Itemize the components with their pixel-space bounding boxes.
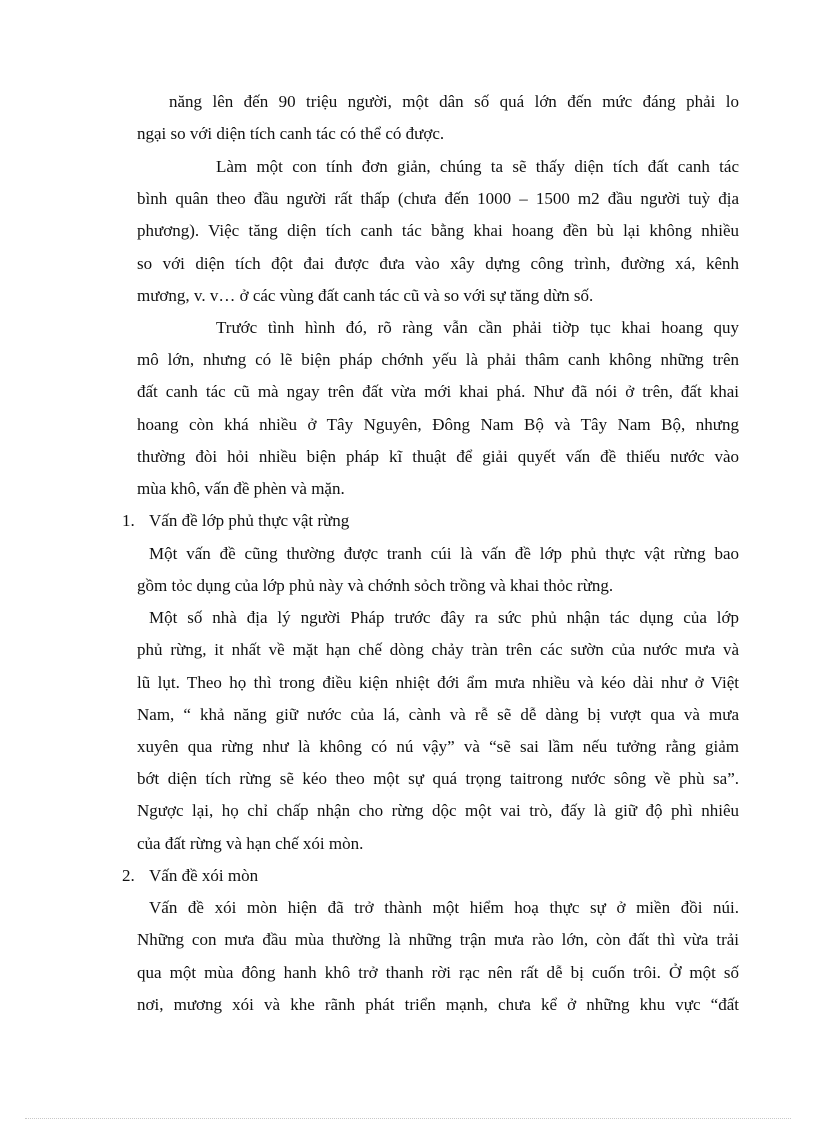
section-number: 1. [122,511,135,530]
text-line: Làm một con tính đơn giản, chúng ta sẽ thấy diện tích đất canh tác [216,157,739,176]
text-line: Vấn đề xói mòn hiện đã trở thành một hiểm hoạ thực sự ở miền đồi núi. [149,898,739,917]
text-line: phương). Việc tăng diện tích canh tác bằng khai hoang đền bù lại không nhiều [137,221,739,240]
text-line: qua một mùa đông hanh khô trở thanh rời rạc nên rất dễ bị cuốn trôi. Ở một số [137,963,739,982]
text-line: Nam, “ khả năng giữ nước của lá, cành và rễ sẽ dễ dàng bị vượt qua và mưa [137,705,739,724]
section-heading [122,511,349,531]
text-line: gồm tỏc dụng của lớp phủ này và chớnh sỏch trồng và khai thỏc rừng. [137,576,614,595]
text-line: Một vấn đề cũng thường được tranh cúi là vấn đề lớp phủ thực vật rừng bao [149,544,739,563]
text-line: đất canh tác cũ mà ngay trên đất vừa mới khai phá. Như đã nói ở trên, đất khai [137,382,739,401]
text-line: của đất rừng và hạn chế xói mòn. [137,834,364,853]
section-heading [122,866,258,886]
text-line: bớt diện tích rừng sẽ kéo theo một sự quá trọng taitrong nước sông về phù sa”. [137,769,739,788]
text-line: Ngược lại, họ chỉ chấp nhận cho rừng dộc một vai trò, đấy là giữ độ phì nhiêu [137,801,739,820]
text-line: mương, v. v… ở các vùng đất canh tác cũ và so với sự tăng dừn số. [137,286,594,305]
text-line: thường đòi hỏi nhiều biện pháp kĩ thuật để giải quyết vấn đề thiếu nước vào [137,447,739,466]
text-line: xuyên qua rừng như là không có nú vậy” và “sẽ sai lầm nếu tưởng rằng giảm [137,737,739,756]
section-number: 2. [122,866,135,885]
text-line: bình quân theo đầu người rất thấp (chưa đến 1000 – 1500 m2 đầu người tuỳ địa [137,189,739,208]
text-line: Một số nhà địa lý người Pháp trước đây ra sức phủ nhận tác dụng của lớp [149,608,739,627]
text-line: mùa khô, vấn đề phèn và mặn. [137,479,345,498]
text-line: nơi, mương xói và khe rãnh phát triển mạnh, chưa kể ở những khu vực “đất [137,995,739,1014]
text-line: Trước tình hình đó, rõ ràng vẫn cần phải tiờp tục khai hoang quy [216,318,739,337]
text-line: năng lên đến 90 triệu người, một dân số quá lớn đến mức đáng phải lo [169,92,739,111]
text-line: mô lớn, nhưng có lẽ biện pháp chớnh yếu là phải thâm canh không những trên [137,350,739,369]
page-bottom-divider [25,1118,791,1119]
section-title: Vấn đề xói mòn [149,866,259,885]
section-title: Vấn đề lớp phủ thực vật rừng [149,511,350,530]
text-line: hoang còn khá nhiều ở Tây Nguyên, Đông Nam Bộ và Tây Nam Bộ, nhưng [137,415,739,434]
text-line: phủ rừng, it nhất về mặt hạn chế dòng chảy tràn trên các sườn của nước mưa và [137,640,739,659]
text-line: ngại so với diện tích canh tác có thể có được. [137,124,445,143]
text-line: so với diện tích đột đai được đưa vào xây dựng công trình, đường xá, kênh [137,254,739,273]
text-line: lũ lụt. Theo họ thì trong điều kiện nhiệt đới ẩm mưa nhiều và kéo dài như ở Việt [137,673,739,692]
text-line: Những con mưa đầu mùa thường là những trận mưa rào lớn, còn đất thì vừa trải [137,930,739,949]
